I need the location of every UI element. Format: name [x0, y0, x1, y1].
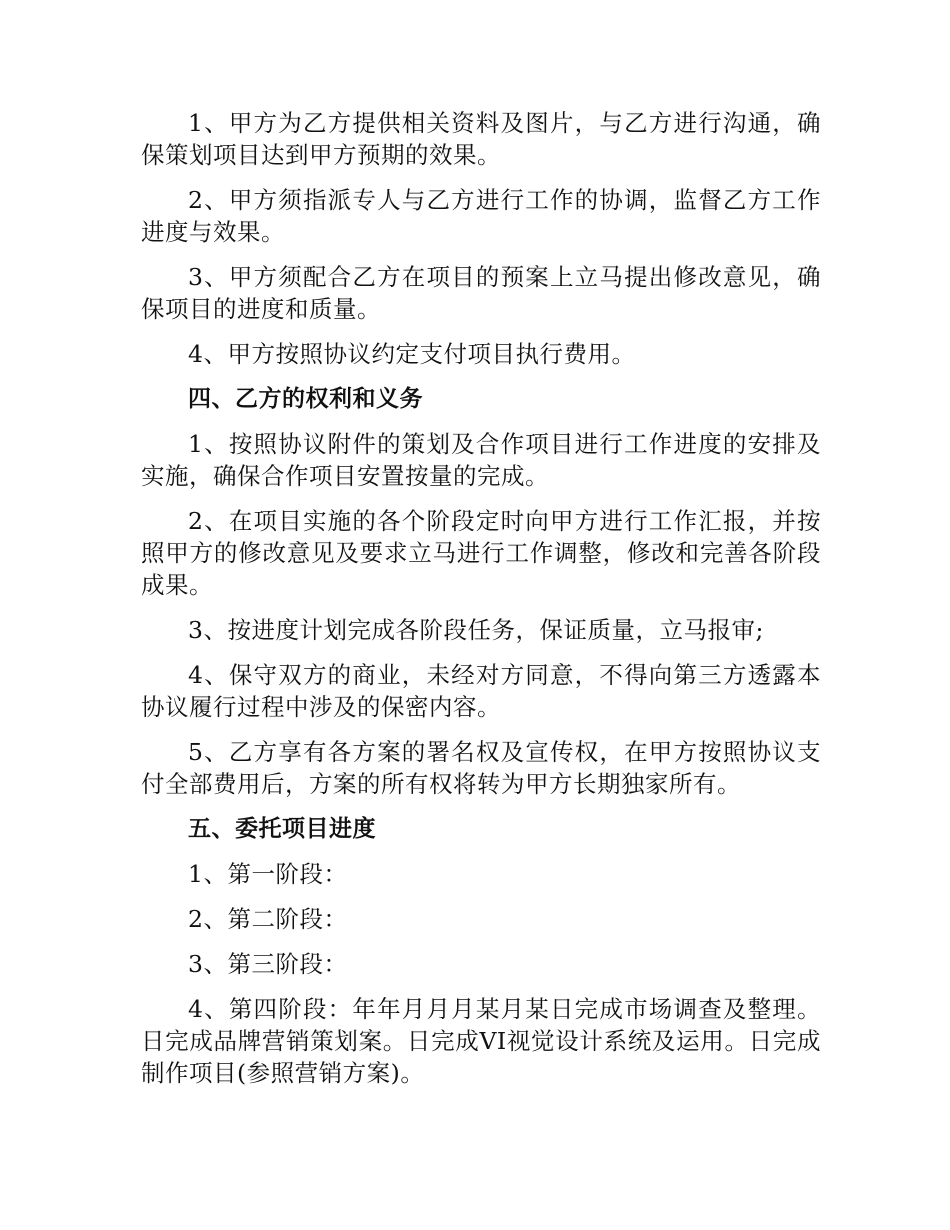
- paragraph-stage-1: 1、第一阶段：: [188, 860, 348, 888]
- paragraph-party-b-duty-3: 3、按进度计划完成各阶段任务，保证质量，立马报审;: [188, 616, 764, 644]
- paragraph-stage-3: 3、第三阶段：: [188, 950, 348, 978]
- paragraph-party-b-duty-4: 4、保守双方的商业，未经对方同意，不得向第三方透露本协议履行过程中涉及的保密内容。: [141, 661, 821, 721]
- paragraph-party-a-duty-4: 4、甲方按照协议约定支付项目执行费用。: [188, 340, 636, 368]
- paragraph-party-b-duty-2: 2、在项目实施的各个阶段定时向甲方进行工作汇报，并按照甲方的修改意见及要求立马进行工作调整，修改和完善各阶段成果。: [141, 507, 821, 599]
- document-body: [141, 107, 821, 1102]
- paragraph-party-b-duty-5: 5、乙方享有各方案的署名权及宣传权，在甲方按照协议支付全部费用后，方案的所有权将转为甲方长期独家所有。: [141, 738, 821, 798]
- paragraph-party-a-duty-2: 2、甲方须指派专人与乙方进行工作的协调，监督乙方工作进度与效果。: [141, 186, 821, 246]
- paragraph-party-a-duty-1: 1、甲方为乙方提供相关资料及图片，与乙方进行沟通，确保策划项目达到甲方预期的效果。: [141, 109, 821, 169]
- section-heading-project-progress: 五、委托项目进度: [188, 816, 376, 842]
- section-heading-party-b-rights: 四、乙方的权利和义务: [188, 386, 423, 412]
- paragraph-party-a-duty-3: 3、甲方须配合乙方在项目的预案上立马提出修改意见，确保项目的进度和质量。: [141, 263, 821, 323]
- paragraph-party-b-duty-1: 1、按照协议附件的策划及合作项目进行工作进度的安排及实施，确保合作项目安置按量的完成。: [141, 430, 821, 490]
- paragraph-stage-2: 2、第二阶段：: [188, 905, 348, 933]
- paragraph-stage-4: 4、第四阶段：年年月月月某月某日完成市场调查及整理。日完成品牌营销策划案。日完成VI视觉设计系统及运用。日完成制作项目(参照营销方案)。: [141, 995, 821, 1087]
